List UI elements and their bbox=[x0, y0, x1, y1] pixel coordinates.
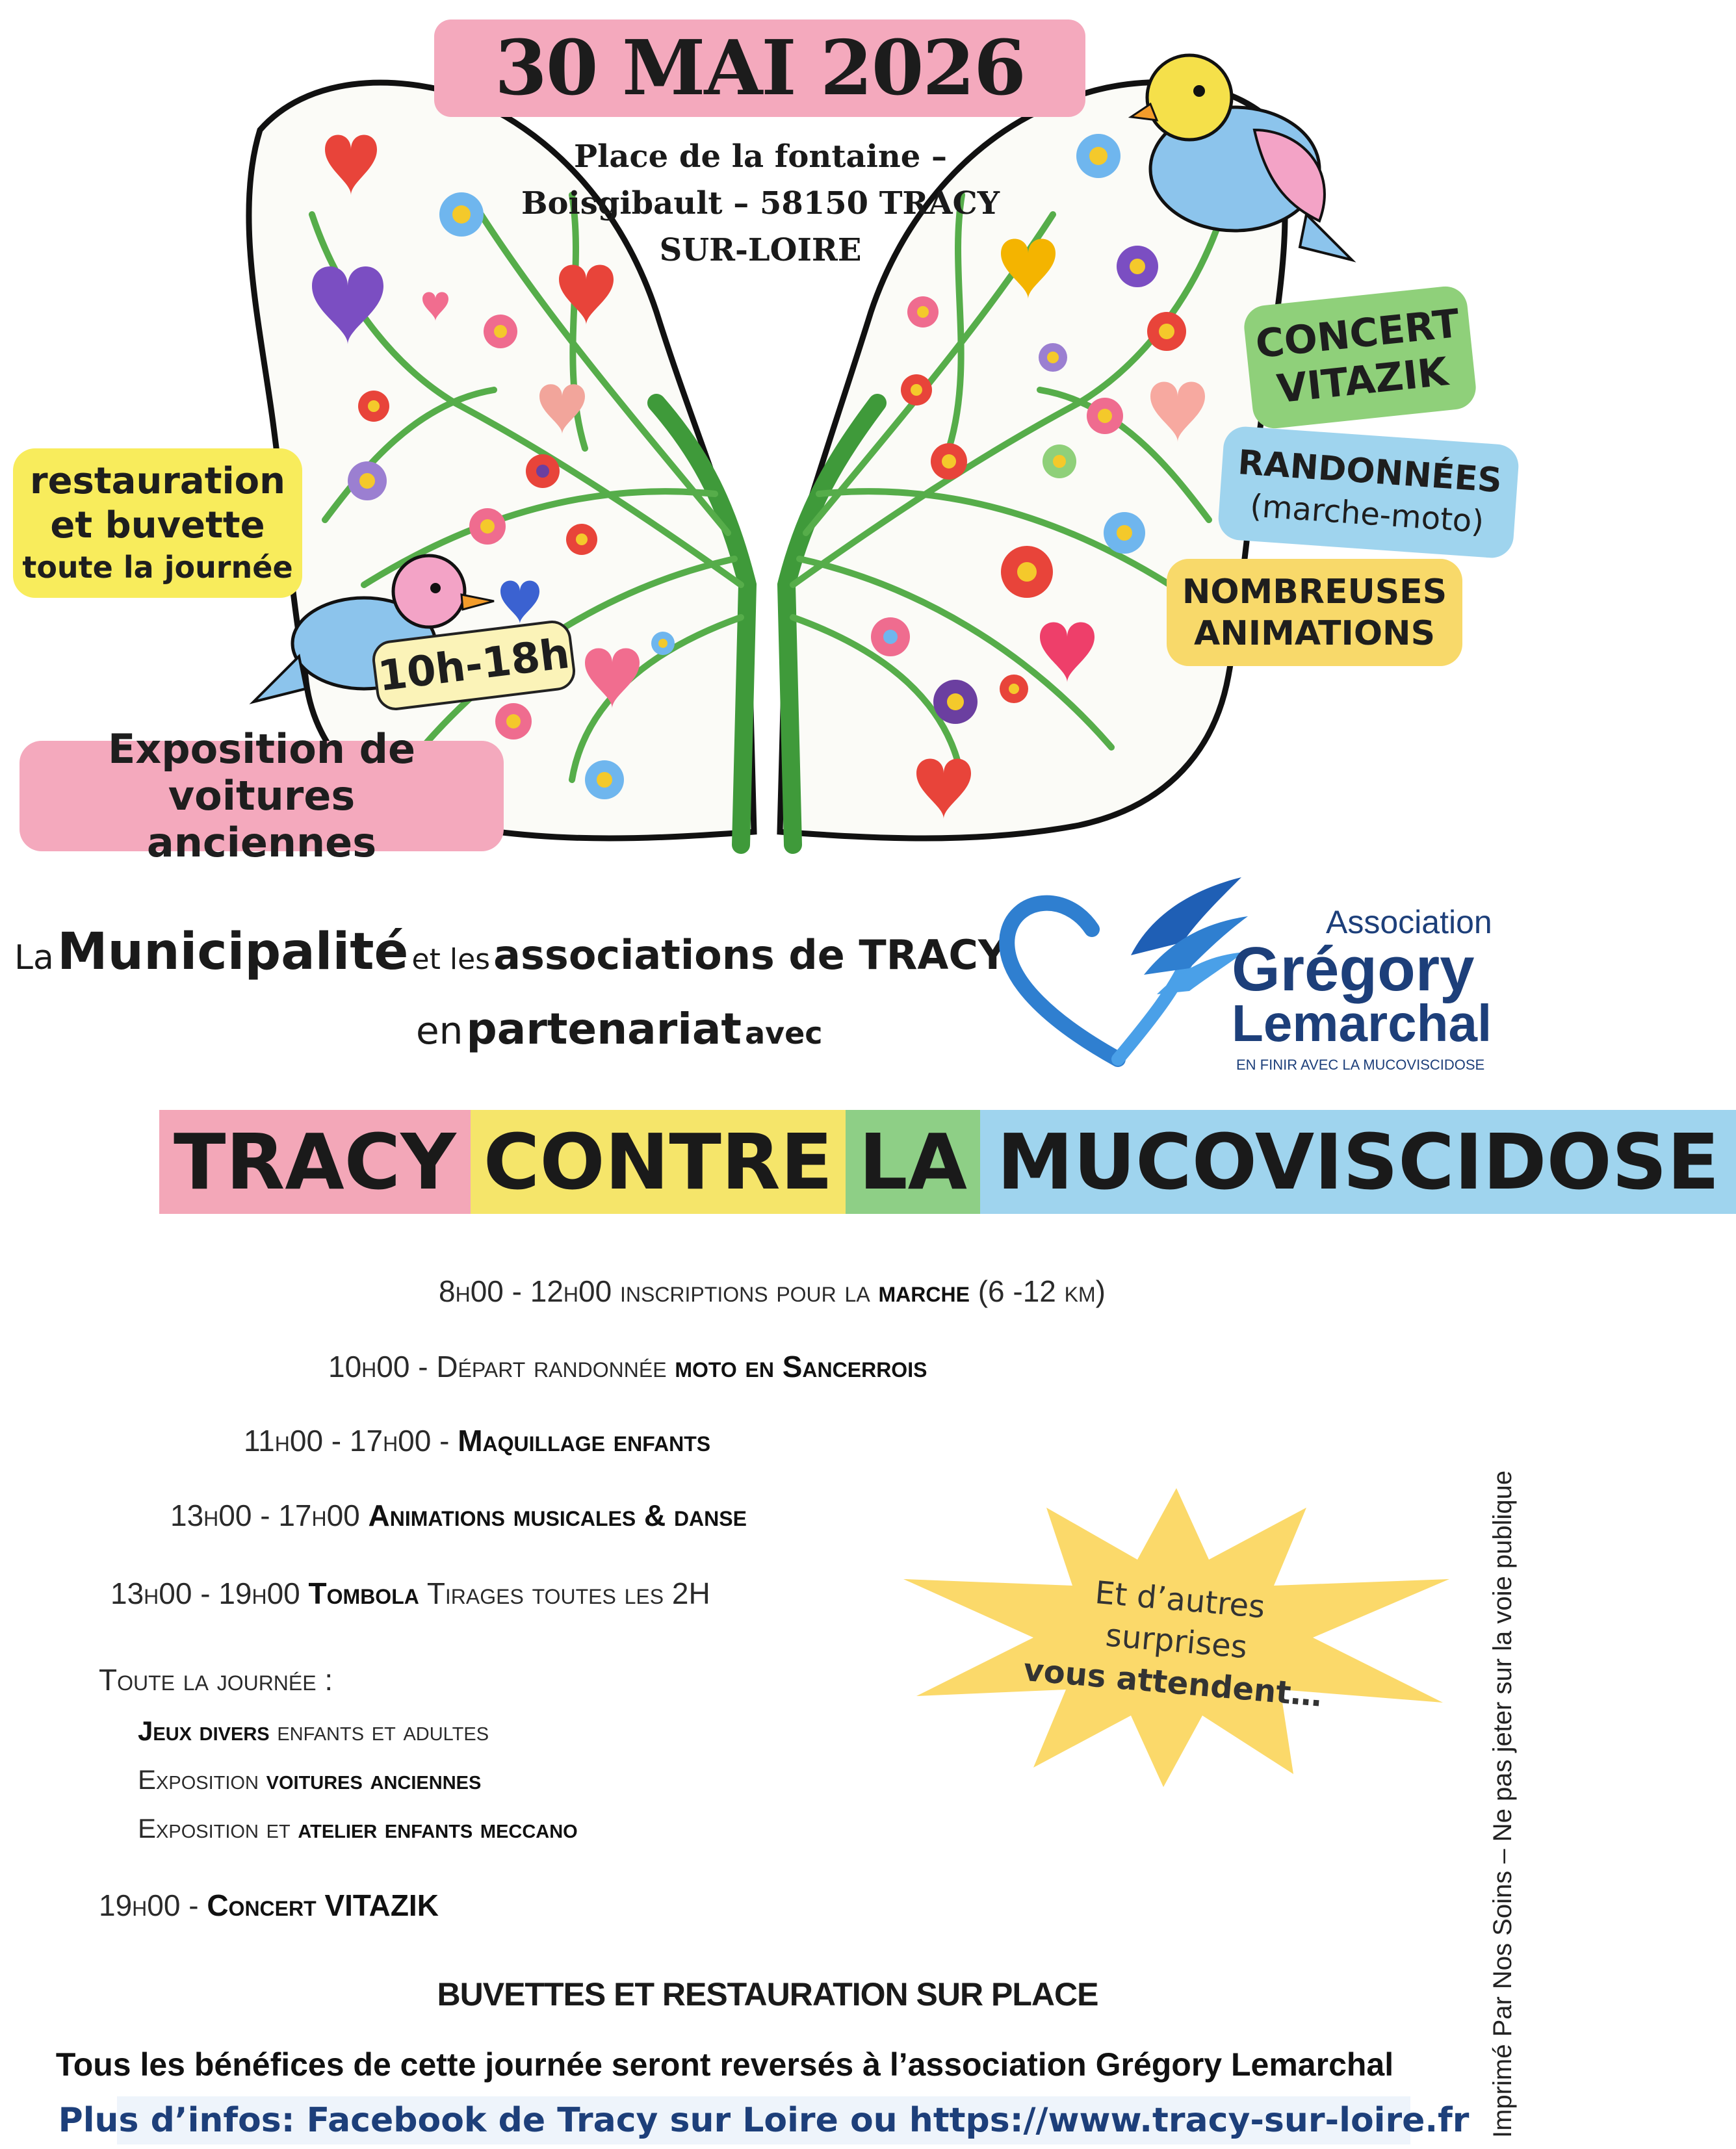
program-item-5-bold: Tombola bbox=[308, 1576, 419, 1610]
program-item-5-time: 13h00 - 19h00 bbox=[110, 1576, 300, 1610]
concert-text: Concert bbox=[207, 1888, 317, 1922]
concert-line-1: CONCERT bbox=[1253, 300, 1462, 368]
infos-text: Plus d’infos: Facebook de Tracy sur Loire ou https://www.tracy-sur-loire.fr bbox=[58, 2101, 1470, 2140]
allday-title-text: Toute la journée : bbox=[99, 1663, 333, 1697]
date-banner bbox=[434, 19, 1085, 117]
burst-line-1: Et d’autres bbox=[1093, 1574, 1267, 1626]
program-item-1-bold: marche bbox=[878, 1274, 970, 1308]
partners-avec: avec bbox=[745, 1016, 823, 1051]
allday-item-2 bbox=[138, 1764, 481, 1795]
program-item-5 bbox=[110, 1576, 710, 1611]
buvettes-line: BUVETTES ET RESTAURATION SUR PLACE bbox=[437, 1976, 1098, 2013]
partners-etles: et les bbox=[411, 943, 491, 976]
expo-line-1: Exposition de voitures bbox=[107, 725, 416, 819]
side-note-vertical bbox=[1488, 1339, 1527, 2138]
allday-item-3-text: Exposition et bbox=[138, 1813, 291, 1844]
event-date: 30 MAI 2026 bbox=[495, 24, 1025, 112]
expo-line-2: anciennes bbox=[146, 819, 377, 866]
allday-item-3 bbox=[138, 1813, 578, 1844]
logo-tagline: EN FINIR AVEC LA MUCOVISCIDOSE bbox=[1236, 1057, 1485, 1073]
allday-item-1 bbox=[138, 1716, 489, 1747]
heart-wing-icon bbox=[981, 864, 1254, 1079]
partners-line-1 bbox=[14, 923, 1007, 981]
restauration-label bbox=[13, 448, 302, 598]
randonnees-line-1: RANDONNÉES bbox=[1236, 443, 1503, 500]
logo-name-2: Lemarchal bbox=[1232, 994, 1492, 1052]
program-item-5-extra: Tirages toutes les 2H bbox=[426, 1576, 710, 1610]
address-line-1: Place de la fontaine – bbox=[574, 138, 947, 175]
event-hours: 10h-18h bbox=[375, 630, 573, 701]
allday-item-2-text: Exposition bbox=[138, 1764, 259, 1795]
allday-item-2-bold: voitures anciennes bbox=[266, 1764, 482, 1795]
concert-line-2: VITAZIK bbox=[1275, 349, 1451, 413]
concert-program-item bbox=[99, 1888, 439, 1923]
program-item-2-bold: moto en Sancerrois bbox=[675, 1350, 927, 1383]
banner-word-la: LA bbox=[846, 1110, 980, 1214]
program-item-2-text: Départ randonnée bbox=[436, 1350, 667, 1383]
banner-word-mucoviscidose: MUCOVISCIDOSE bbox=[980, 1110, 1736, 1214]
partners-la: La bbox=[14, 938, 54, 977]
infos-line bbox=[58, 2096, 1470, 2144]
randonnees-label bbox=[1217, 425, 1520, 559]
concert-label bbox=[1242, 284, 1478, 430]
program-item-1-text: inscriptions pour la bbox=[619, 1274, 870, 1308]
partners-line-2 bbox=[416, 1004, 823, 1054]
tracy-contre-banner bbox=[159, 1110, 1736, 1214]
program-item-2-time: 10h00 - bbox=[328, 1350, 428, 1383]
logo-name-1: Grégory bbox=[1232, 934, 1475, 1004]
allday-title bbox=[99, 1662, 333, 1697]
allday-item-1-text: enfants et adultes bbox=[277, 1716, 489, 1746]
address-line-2: Boisgibault – 58150 TRACY bbox=[521, 185, 1000, 222]
gregory-lemarchal-logo bbox=[981, 864, 1501, 1085]
program-item-1-extra: (6 -12 km) bbox=[978, 1274, 1106, 1308]
banner-word-tracy: TRACY bbox=[159, 1110, 471, 1214]
logo-association: Association bbox=[1326, 904, 1492, 940]
event-address bbox=[500, 133, 1020, 274]
restauration-line-1: restauration bbox=[29, 460, 286, 502]
benefices-line: Tous les bénéfices de cette journée seront reversés à l’association Grégory Lemarchal bbox=[55, 2046, 1394, 2083]
partners-partenariat: partenariat bbox=[466, 1004, 742, 1054]
side-note-text: Imprimé Par Nos Soins – Ne pas jeter sur la voie publique bbox=[1488, 1470, 1517, 2138]
restauration-line-2: et buvette bbox=[50, 504, 265, 547]
program-item-4-bold: Animations musicales & danse bbox=[368, 1499, 747, 1532]
concert-bold: VITAZIK bbox=[324, 1888, 439, 1922]
program-item-2 bbox=[328, 1349, 927, 1384]
program-item-3 bbox=[244, 1423, 710, 1458]
program-item-3-bold: Maquillage enfants bbox=[458, 1424, 711, 1458]
animations-label bbox=[1167, 559, 1462, 666]
partners-en: en bbox=[416, 1009, 463, 1053]
program-item-3-time: 11h00 - 17h00 - bbox=[244, 1424, 450, 1458]
allday-item-1-bold: Jeux divers bbox=[138, 1716, 270, 1746]
animations-line-2: ANIMATIONS bbox=[1193, 613, 1436, 653]
concert-time: 19h00 - bbox=[99, 1888, 199, 1922]
address-line-3: SUR-LOIRE bbox=[659, 232, 862, 268]
allday-item-3-bold: atelier enfants meccano bbox=[298, 1813, 578, 1844]
burst-line-2: surprises bbox=[1104, 1617, 1249, 1666]
expo-voitures-label bbox=[19, 725, 504, 866]
randonnees-line-2: (marche-moto) bbox=[1249, 487, 1485, 540]
program-item-1 bbox=[439, 1274, 1106, 1309]
animations-line-1: NOMBREUSES bbox=[1182, 572, 1447, 611]
banner-word-contre: CONTRE bbox=[471, 1110, 846, 1214]
restauration-line-3: toute la journée bbox=[22, 550, 293, 585]
burst-line-3: vous attendent… bbox=[1022, 1651, 1324, 1714]
program-item-4 bbox=[170, 1498, 747, 1533]
partners-associations: associations de TRACY bbox=[493, 931, 1007, 979]
partners-municipalite: Municipalité bbox=[57, 923, 409, 981]
program-item-4-time: 13h00 - 17h00 bbox=[170, 1499, 360, 1532]
program-item-1-time: 8h00 - 12h00 bbox=[439, 1274, 612, 1308]
